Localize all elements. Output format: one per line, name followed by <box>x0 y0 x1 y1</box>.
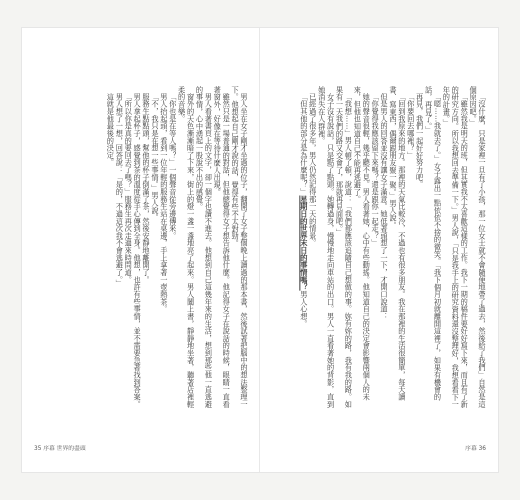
paragraph: 男人看著書頁上的文字，卻一個字也讀不進去。他想到自己這幾年來的生活，想到那些他一直逃避的事情，心中湧起一股說不出的感覺。 <box>195 86 214 408</box>
page-footer-left: 35 序幕 世界的盡頭 <box>34 446 86 452</box>
paragraph: 已經過了很多年，男人仍然記得那一天的情景。 <box>308 93 318 247</box>
paragraph: 這就是他最後的決定。 <box>106 93 116 167</box>
right-page-body <box>272 86 486 414</box>
paragraph: 「雖然我是明天的班，但其實我不太喜歡這樣的工作。我下一期的稿件要好好寫下來，而且有了新的研究方向。所以我想回去準備一下。」男人說，「只是我手上的研究資料還沒整理好，我想看看下一年的計畫。」 <box>442 86 470 409</box>
paragraph: 男人坐在女子剛才坐過的位子，翻開了女子整個晚上讀過的那本書，然後試著把腦中的想法整理一下。他想起自己剛才說的話，覺得有些不太對勁。 <box>231 86 249 408</box>
paragraph: 「不，我只是在想一些事情。」男人說。 <box>150 93 160 222</box>
page-footer-right: 序幕 36 <box>465 446 486 452</box>
paragraph: 雖然只是一場普通的對話，但他總覺得女子想告訴他什麼。他記得女子在說話的時候，眼睛一直看著窗外，好像在等待什麼人出現。 <box>213 86 232 408</box>
paragraph: 「所以你是真的要回去了嗎？」服務生再次走過來時問道。 <box>124 93 134 284</box>
left-page <box>22 28 260 472</box>
closing-text: 「但其他的部分是為什麼呢？」 <box>299 93 309 196</box>
paragraph: 男人想了一想，回答說：「是的，不過這次我不會逃避了。」 <box>115 93 125 288</box>
paragraph: 「你要回去哪裡？」 <box>406 93 416 160</box>
paragraph: 「回到我原來的地方。那裡的天氣比較冷，不過也有很多朋友。我在那裡的生活很簡單，每天讀書、寫東西，偶爾跟朋友聚一聚。」男人說。 <box>388 86 407 401</box>
paragraph: 女子沒有說話，只是點了點頭。她轉過身，慢慢地走向車站的出口。男人一直看著她的背影，直到她消失在人群裡。 <box>317 86 336 408</box>
paragraph: 服務生點點頭，幫他的杯子倒滿了茶，然後安靜地離開了。 <box>142 93 152 284</box>
paragraph: 「你覺得我應該留下來嗎？還是跟你一起走？」 <box>371 93 381 247</box>
paragraph: 「嗯……我就去了。」女子露出一點依依不捨的微笑。「我下個月初就離開這裡了，如果有機會的話，再見了。」 <box>424 86 443 401</box>
left-page-body <box>34 86 248 414</box>
paragraph: 窗外的天色漸漸暗了下來，街上的燈一盞一盞地亮了起來。男人闔上書，靜靜地坐著，聽著店裡輕柔的音樂。 <box>177 86 196 408</box>
paragraph: 「沒什麼，只是家裡一旦有了小孩，那一位女士就不會隨便地帶了過去，然後給了我們」自然是這個原因吧。」 <box>469 86 487 408</box>
closing-end: 男人心想。 <box>299 290 309 328</box>
highlighted-phrase: 星期日的世界末日的事情嗎？ <box>299 195 309 291</box>
book-spread <box>22 28 498 472</box>
paragraph: 男人抬起頭，看到一位年輕的服務生站在桌邊，手上拿著一壺熱茶。 <box>159 93 169 313</box>
paragraph: 她的聲音很輕，幾乎聽不見。男人看著她，心中有些動搖。他知道自己的決定會影響兩個人的未來，但他也知道自己不能再逃避了。 <box>353 86 372 401</box>
paragraph: 男人拿起杯子，感覺到茶的溫度從手心傳到全身。他想，也許有些事情，並不需要急著找到答案。 <box>133 93 143 408</box>
paragraph: 但是男人的回答並沒有讓女子滿意。她低著頭想了一下，才開口說道： <box>380 93 390 321</box>
right-page <box>260 28 498 472</box>
paragraph: 「我想……」男人頓了頓，說道：「我們都應該追隨自己想做的事。妳有妳的路，我有我的路。如果有一天我們的路又交會了，那就再見面吧。」 <box>335 86 354 408</box>
paragraph: 「你也是在等人嗎？」一個聲音從旁邊傳來。 <box>168 93 178 240</box>
closing-paragraph <box>299 86 308 414</box>
book-gutter <box>259 28 260 472</box>
paragraph: 再見，我們一起好好努力吧。 <box>415 93 425 189</box>
